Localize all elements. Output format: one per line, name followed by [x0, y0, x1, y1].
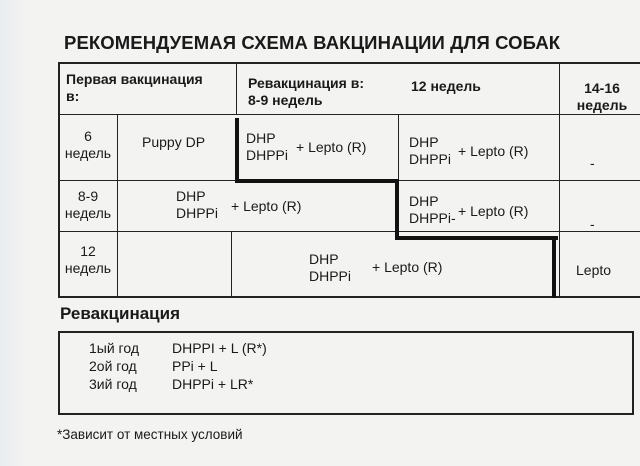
- row2-age: 8-9 недель: [64, 188, 112, 221]
- row3-1416w: Lepto: [576, 262, 612, 278]
- col-divider-1416: [559, 62, 560, 298]
- header-12w: 12 недель: [411, 78, 481, 94]
- row2-first-lepto: + Lepto (R): [231, 198, 302, 214]
- row3-age: 12 недель: [64, 243, 112, 276]
- revac-year-2: 2ой год: [89, 358, 137, 374]
- row1-revac-vaccines: DHP DHPPi: [246, 130, 289, 163]
- col-divider-12w-row1: [398, 114, 399, 180]
- row1-first: Puppy DP: [142, 134, 206, 150]
- col-divider-row3: [231, 231, 232, 296]
- row3-vaccines: DHP DHPPi: [309, 251, 352, 284]
- row2-12w-vaccines: DHP DHPPi-: [409, 193, 456, 226]
- revaccination-heading: Ревакцинация: [60, 304, 181, 323]
- stair-line-1: [235, 118, 239, 182]
- stair-line-4: [395, 236, 558, 240]
- revac-year-3: 3ий год: [89, 376, 137, 392]
- row3-lepto: + Lepto (R): [372, 259, 443, 275]
- row2-divider: [58, 231, 640, 232]
- row1-age: 6 недель: [64, 128, 112, 161]
- stair-line-5: [552, 236, 556, 298]
- row1-12w-lepto: + Lepto (R): [458, 143, 529, 159]
- row1-revac-lepto: + Lepto (R): [296, 139, 367, 155]
- header-divider: [58, 114, 640, 115]
- row2-first-vaccines: DHP DHPPi: [176, 188, 219, 221]
- header-col-divider-1: [236, 62, 237, 114]
- stair-line-3: [395, 179, 399, 238]
- footnote: *Зависит от местных условий: [57, 427, 243, 442]
- revac-scheme-1: DHPPI + L (R*): [172, 340, 267, 356]
- stair-line-2: [235, 179, 398, 183]
- header-1416w: 14-16 недель: [576, 80, 628, 113]
- row2-12w-lepto: + Lepto (R): [458, 203, 529, 219]
- page-edge-shadow: [0, 0, 26, 466]
- page-title: РЕКОМЕНДУЕМАЯ СХЕМА ВАКЦИНАЦИИ ДЛЯ СОБАК: [64, 32, 561, 53]
- revac-scheme-2: PPi + L: [172, 358, 218, 374]
- row1-1416w: -: [590, 155, 595, 171]
- revac-scheme-3: DHPPi + LR*: [172, 376, 254, 392]
- header-revac: Ревакцинация в: 8-9 недель: [248, 75, 364, 108]
- revaccination-box: [58, 331, 634, 415]
- row2-1416w: -: [590, 216, 595, 232]
- table-top-border: [58, 62, 640, 64]
- revac-year-1: 1ый год: [89, 340, 140, 356]
- row1-12w-vaccines: DHP DHPPi: [409, 134, 452, 167]
- header-first: Первая вакцинация в:: [66, 71, 203, 104]
